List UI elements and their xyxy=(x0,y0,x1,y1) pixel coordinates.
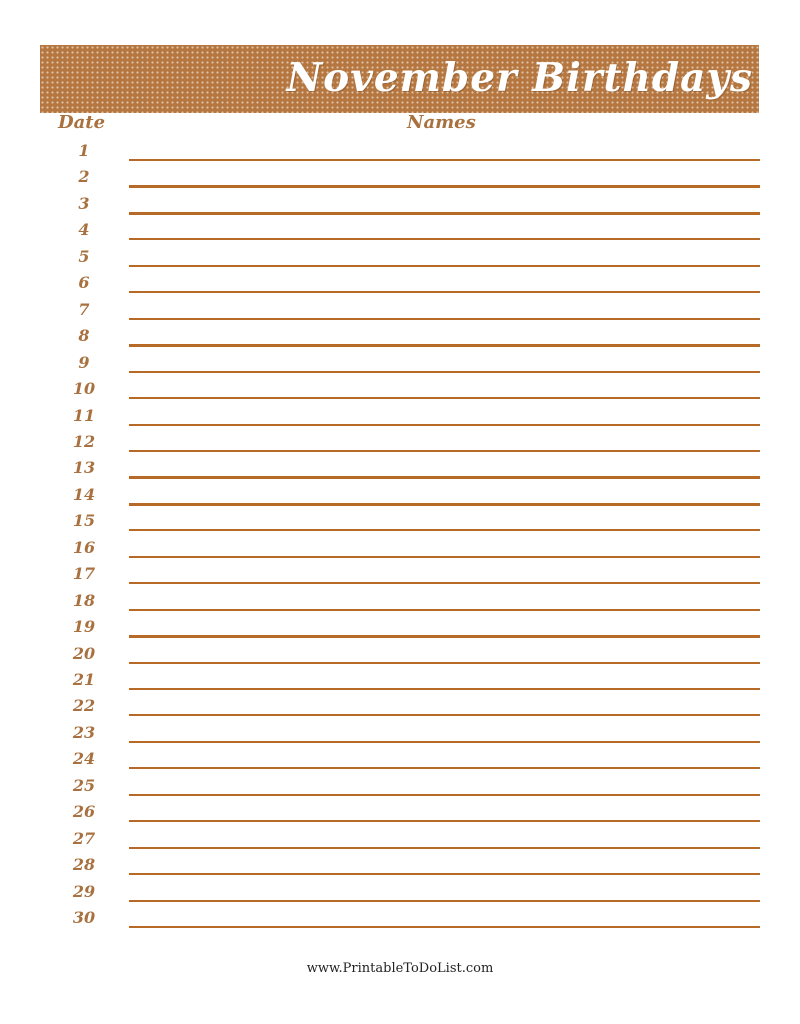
day-number: 3 xyxy=(78,194,90,213)
day-number: 10 xyxy=(72,379,96,398)
name-entry-line[interactable] xyxy=(129,450,760,452)
names-column-header: Names xyxy=(407,112,476,133)
name-entry-line[interactable] xyxy=(129,582,760,584)
name-entry-line[interactable] xyxy=(129,900,760,902)
day-number: 6 xyxy=(78,273,90,292)
name-entry-line[interactable] xyxy=(129,503,760,506)
day-number: 8 xyxy=(78,326,90,345)
name-entry-line[interactable] xyxy=(129,741,760,743)
name-entry-line[interactable] xyxy=(129,291,760,293)
day-number: 11 xyxy=(72,406,96,425)
name-entry-line[interactable] xyxy=(129,238,760,240)
day-number: 24 xyxy=(72,749,96,768)
day-number: 16 xyxy=(72,538,96,557)
name-entry-line[interactable] xyxy=(129,662,760,664)
date-column-header: Date xyxy=(58,112,106,133)
day-number: 21 xyxy=(72,670,96,689)
day-number: 23 xyxy=(72,723,96,742)
day-number: 22 xyxy=(72,696,96,715)
name-entry-line[interactable] xyxy=(129,265,760,267)
name-entry-line[interactable] xyxy=(129,688,760,690)
day-number: 9 xyxy=(78,353,90,372)
day-number: 25 xyxy=(72,776,96,795)
name-entry-line[interactable] xyxy=(129,212,760,215)
name-entry-line[interactable] xyxy=(129,794,760,796)
name-entry-line[interactable] xyxy=(129,318,760,320)
name-entry-line[interactable] xyxy=(129,397,760,399)
name-entry-line[interactable] xyxy=(129,185,760,188)
name-entry-line[interactable] xyxy=(129,926,760,928)
day-number: 5 xyxy=(78,247,90,266)
day-number: 13 xyxy=(72,458,96,477)
name-entry-line[interactable] xyxy=(129,476,760,479)
day-number: 28 xyxy=(72,855,96,874)
day-number: 27 xyxy=(72,829,96,848)
name-entry-line[interactable] xyxy=(129,820,760,822)
day-number: 7 xyxy=(78,300,90,319)
day-number: 26 xyxy=(72,802,96,821)
name-entry-line[interactable] xyxy=(129,529,760,531)
day-number: 17 xyxy=(72,564,96,583)
name-entry-line[interactable] xyxy=(129,424,760,426)
day-number: 4 xyxy=(78,220,90,239)
name-entry-line[interactable] xyxy=(129,767,760,769)
day-number: 20 xyxy=(72,644,96,663)
name-entry-line[interactable] xyxy=(129,714,760,716)
day-number: 14 xyxy=(72,485,96,504)
day-number: 19 xyxy=(72,617,96,636)
name-entry-line[interactable] xyxy=(129,609,760,611)
name-entry-line[interactable] xyxy=(129,159,760,161)
name-entry-line[interactable] xyxy=(129,344,760,347)
name-entry-line[interactable] xyxy=(129,556,760,558)
title-banner xyxy=(40,45,759,113)
day-number: 12 xyxy=(72,432,96,451)
name-entry-line[interactable] xyxy=(129,371,760,373)
day-number: 30 xyxy=(72,908,96,927)
day-number: 29 xyxy=(72,882,96,901)
page-title: November Birthdays xyxy=(286,55,753,101)
day-number: 15 xyxy=(72,511,96,530)
day-number: 1 xyxy=(78,141,90,160)
day-number: 18 xyxy=(72,591,96,610)
name-entry-line[interactable] xyxy=(129,635,760,638)
name-entry-line[interactable] xyxy=(129,873,760,875)
footer-url: www.PrintableToDoList.com xyxy=(306,961,494,976)
name-entry-line[interactable] xyxy=(129,847,760,849)
day-number: 2 xyxy=(78,167,90,186)
